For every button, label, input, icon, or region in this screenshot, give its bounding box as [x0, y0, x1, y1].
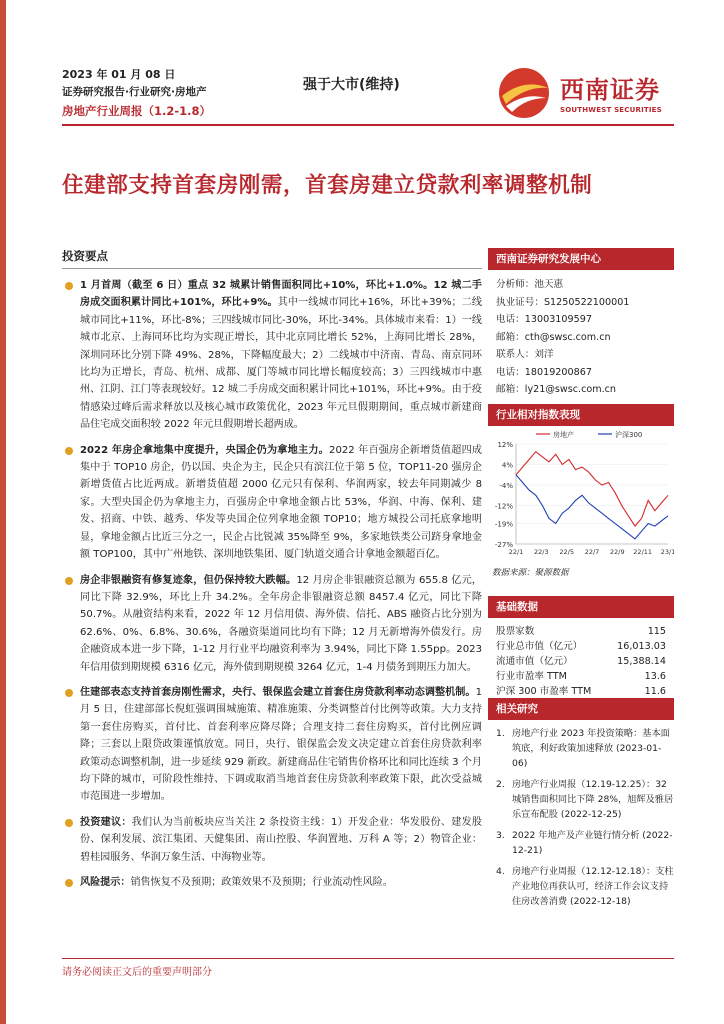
- y-tick-label: 4%: [501, 461, 513, 470]
- report-date: 2023 年 01 月 08 日: [62, 68, 176, 81]
- series-line-1: [516, 475, 668, 539]
- related-text: 房地产行业 2023 年投资策略：基本面筑底，利好政策加速释放 (2023-01-06): [512, 728, 670, 769]
- basic-value: 11.6: [644, 686, 666, 697]
- basic-row: [488, 624, 674, 639]
- related-item[interactable]: [488, 828, 674, 858]
- x-tick-label: 23/1: [660, 548, 674, 556]
- chart-svg: [488, 424, 674, 574]
- y-tick-label: 12%: [497, 441, 513, 449]
- footer-disclaimer: 请务必阅读正文后的重要声明部分: [62, 967, 212, 978]
- related-text: 2022 年地产及产业链行情分析 (2022-12-21): [512, 830, 673, 856]
- basic-row: [488, 669, 674, 684]
- related-text: 房地产行业周报（12.12-12.18）：支柱产业地位再获认可，经济工作会议支持住房改善消费 (2022-12-18): [512, 866, 674, 907]
- x-tick-label: 22/3: [534, 548, 549, 556]
- x-tick-label: 22/11: [633, 548, 653, 556]
- x-tick-label: 22/7: [584, 548, 600, 556]
- bullet-item: [62, 684, 482, 806]
- section-heading: 投资要点: [62, 249, 108, 263]
- bullet-dot-icon: [65, 819, 73, 827]
- team-heading: 西南证券研究发展中心: [488, 248, 674, 270]
- basic-heading: 基础数据: [488, 596, 674, 618]
- y-tick-label: -27%: [494, 541, 513, 549]
- left-edge-bar: [0, 0, 6, 1024]
- bullet-dot-icon: [65, 282, 73, 290]
- related-num: 1.: [496, 728, 505, 739]
- contact-phone: 电话：18019200867: [496, 366, 592, 378]
- related-num: 3.: [496, 830, 505, 841]
- basic-row: [488, 654, 674, 669]
- y-tick-label: -12%: [494, 502, 513, 511]
- company-logo: [496, 66, 676, 122]
- basic-label: 流通市值（亿元）: [496, 656, 573, 667]
- related-heading: 相关研究: [488, 698, 674, 720]
- footer-divider: [62, 958, 674, 959]
- basic-label: 行业总市值（亿元）: [496, 641, 583, 652]
- x-tick-label: 22/1: [508, 548, 524, 556]
- contact-email[interactable]: 邮箱：ly21@swsc.com.cn: [496, 384, 616, 395]
- bullet-lead: 住建部表态支持首套房刚性需求，央行、银保监会建立首套住房贷款利率动态调整机制。: [80, 686, 476, 698]
- basic-value: 16,013.03: [617, 641, 666, 652]
- bullet-item: [62, 442, 482, 564]
- chart-panel: [488, 404, 674, 426]
- logo-en-text: SOUTHWEST SECURITIES: [560, 106, 662, 114]
- rating: 强于大市(维持): [303, 77, 400, 93]
- bullet-body: 2022 年百强房企新增货值超四成集中于 TOP10 房企，仍以国、央企为主，民企只有滨江位于第 5 位，TOP11-20 强房企新增货值占比近两成。新增货值超 2000 亿元只有保利、华润两家，较去年同期减少 8 家。大型央国企仍为拿地主力，百强房企中拿地金额占比 53%，华润、中海、保利、建发、招商、中铁、越秀、华发等央国企位列拿地金额 TOP10；地方城投公司托底拿地明显，拿地金额占比近三分之一，民企占比锐减 35%降至 9%，多家地铁类公司跻身拿地金额 TOP100，其中广州地铁、深圳地铁集团、厦门轨道交通合计拿地金额超百亿。: [80, 444, 482, 561]
- risk-item: [62, 874, 482, 891]
- bullet-dot-icon: [65, 879, 73, 887]
- bullet-lead: 2022 年房企拿地集中度提升，央国企仍为拿地主力。: [80, 444, 330, 456]
- report-title: 住建部支持首套房刚需，首套房建立贷款利率调整机制: [62, 173, 593, 198]
- basic-data-panel: [488, 596, 674, 699]
- basic-label: 行业市盈率 TTM: [496, 671, 567, 682]
- bullet-item: [62, 814, 482, 866]
- analyst-phone: 电话：13003109597: [496, 314, 592, 325]
- bullet-body: 1 月 5 日，住建部部长倪虹强调围城施策、精准施策、分类调整首付比例等政策。大力支持第一套住房购买，首付比、首套利率应降尽降；合理支持二套住房购买，首付比例应调降；三套以上限贷政策谨慎放宽。同日，央行、银保监会发文决定建立首套住房贷款利率政策动态调整机制，进一步延续 929 新政。新建商品住宅销售价格环比和同比连续 3 个月均下降的城市，可阶段性维持、下调或取消当地首套住房贷款利率政策下限，此次受益城市范围进一步增加。: [80, 686, 482, 803]
- x-tick-label: 22/9: [610, 548, 625, 556]
- analyst-email[interactable]: 邮箱：cth@swsc.com.cn: [496, 331, 611, 343]
- bullet-list: [62, 277, 482, 891]
- bullet-body: 其中一线城市同比+16%，环比+39%；二线城市同比+11%，环比-8%；三四线城市同比-30%，环比-34%。具体城市来看：1）一线城市北京、上海同环比均为实现正增长，其中北京同比增长 52%，上海同比增长 28%，深圳同环比分别下降 49%、28%，下降幅度最大；2）二线城市中济南、青岛、南京同环比均为正增长，青岛、杭州、成都、厦门等城市同比增长幅度较高；3）三四线城市中惠州、江阴、江门等表现较好。12 城二手房成交面积累计同比+101%，环比+9%。由于疫情感染过峰后需求释放以及核心城市政策优化，2023 年元旦假期期间，重点城市新建商品住宅成交面积较 2022 年元旦假期增长超两成。: [80, 297, 482, 431]
- basic-value: 13.6: [644, 671, 666, 682]
- analyst-panel: [488, 248, 674, 399]
- chart-source: 数据来源：聚源数据: [492, 568, 569, 578]
- bullet-lead: 房企非银融资有修复迹象，但仍保持较大跌幅。: [80, 574, 297, 586]
- bullet-lead: 1 月首周（截至 6 日）重点 32 城累计销售面积同比+10%，环比+1.0%。12 城二手房成交面积累计同比+101%，环比+9%。: [80, 280, 482, 309]
- legend-label: 沪深300: [615, 431, 643, 439]
- risk-text: 销售恢复不及预期；政策效果不及预期；行业流动性风险。: [130, 877, 393, 888]
- related-item[interactable]: [488, 777, 674, 822]
- chart-heading: 行业相对指数表现: [488, 404, 674, 426]
- series-line-0: [516, 452, 668, 526]
- bullet-item: [62, 572, 482, 676]
- bullet-dot-icon: [65, 447, 73, 455]
- basic-row: [488, 684, 674, 699]
- related-text: 房地产行业周报（12.19-12.25）：32 城销售面积同比下降 28%，旭辉及雅居乐宣布配股 (2022-12-25): [512, 779, 674, 820]
- bullet-body: 12 月房企非银融资总额为 655.8 亿元，同比下降 32.9%，环比上升 34.2%。全年房企非银融资总额 8457.4 亿元，同比下降 50.7%。从融资结构来看，2022 年 12 月信用债、海外债、信托、ABS 融资占比分别为 62.6%、0%、6.8%、30.6%，各融资渠道同比均有下降；12 月无新增海外债发行。房企融资成本进一步下降，1-12 月行业平均融资利率为 3.94%，同比下降 1.55pp。2023 年信用债到期规模 6316 亿元，海外债到期规模 3264 亿元，1-4 月债务到期压力加大。: [80, 574, 482, 673]
- basic-value: 115: [647, 626, 666, 637]
- y-tick-label: -4%: [499, 482, 513, 491]
- relative-index-chart: [488, 424, 674, 574]
- basic-label: 股票家数: [496, 626, 535, 637]
- report-type: 证券研究报告·行业研究·房地产: [62, 86, 207, 98]
- legend-label: 房地产: [553, 431, 574, 439]
- x-tick-label: 22/5: [559, 548, 574, 556]
- contact-name: 联系人：刘洋: [496, 349, 554, 360]
- analyst-name: 分析师：池天惠: [496, 279, 564, 290]
- bullet-lead: 投资建议：: [80, 816, 132, 828]
- risk-label: 风险提示：: [80, 877, 131, 888]
- bullet-body: 我们认为当前板块应当关注 2 条投资主线：1）开发企业：华发股份、建发股份、保利发展、滨江集团、天健集团、南山控股、华润置地、万科 A 等；2）物管企业：碧桂园服务、华润万象生活、中海物业等。: [80, 816, 483, 863]
- related-research-panel: [488, 698, 674, 909]
- main-content: [62, 248, 482, 899]
- logo-cn-text: 西南证券: [560, 75, 660, 104]
- bullet-dot-icon: [65, 577, 73, 585]
- basic-label: 沪深 300 市盈率 TTM: [496, 686, 592, 697]
- basic-value: 15,388.14: [617, 656, 666, 667]
- related-num: 2.: [496, 779, 505, 790]
- section-rule: [62, 268, 482, 269]
- weekly-title: 房地产行业周报（1.2-1.8）: [62, 104, 212, 118]
- header-divider: [62, 124, 674, 126]
- analyst-cert: 执业证号：S1250522100001: [496, 296, 630, 308]
- y-tick-label: -19%: [494, 520, 513, 529]
- bullet-item: [62, 277, 482, 434]
- logo-emblem-icon: [496, 66, 554, 120]
- related-item[interactable]: [488, 864, 674, 909]
- basic-row: [488, 639, 674, 654]
- related-item[interactable]: [488, 726, 674, 771]
- related-num: 4.: [496, 866, 505, 877]
- bullet-dot-icon: [65, 689, 73, 697]
